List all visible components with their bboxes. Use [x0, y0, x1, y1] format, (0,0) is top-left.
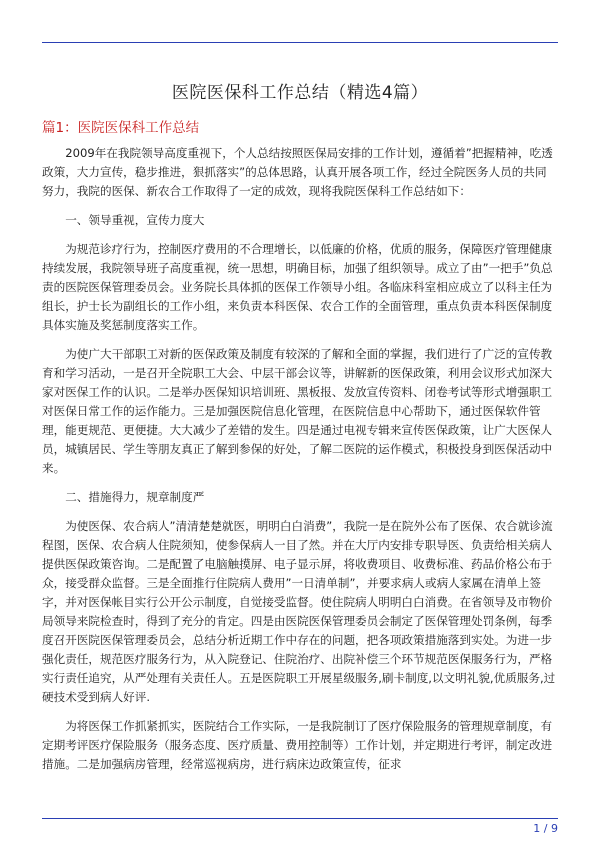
section-title: 篇1：医院医保科工作总结	[42, 120, 200, 136]
section-heading: 一、领导重视，宣传力度大	[65, 213, 205, 227]
page-number: 1 / 9	[533, 822, 558, 835]
body-paragraph: 为将医保工作抓紧抓实，医院结合工作实际，一是我院制订了医疗保险服务的管理规章制度，有定期考评医疗保险服务（服务态度、医疗质量、费用控制等）工作计划，并定期进行考评，制定改进措施。二是加强病房管理，经常巡视病房，进行病床边政策宣传，征求	[42, 719, 553, 771]
section-heading: 二、措施得力，规章制度严	[65, 490, 205, 504]
header-rule	[42, 42, 558, 43]
body-paragraph: 为规范诊疗行为，控制医疗费用的不合理增长，以低廉的价格，优质的服务，保障医疗管理健康持续发展，我院领导班子高度重视，统一思想，明确目标，加强了组织领导。成立了由”一把手”负总责的医院医保管理委员会。业务院长具体抓的医保工作领导小组。各临床科室相应成立了以科主任为组长，护士长为副组长的工作小组，来负责本科医保、农合工作的全面管理，重点负责本科医保制度具体实施及奖惩制度落实工作。	[42, 242, 553, 332]
body-paragraph: 2009年在我院领导高度重视下，个人总结按照医保局安排的工作计划，遵循着”把握精神，吃透政策，大力宣传，稳步推进，狠抓落实”的总体思路，认真开展各项工作，经过全院医务人员的共同努力，我院的医保、新农合工作取得了一定的成效，现将我院医保科工作总结如下：	[42, 146, 553, 198]
body-paragraph: 为使广大干部职工对新的医保政策及制度有较深的了解和全面的掌握，我们进行了广泛的宣传教育和学习活动，一是召开全院职工大会、中层干部会议等，讲解新的医保政策，利用会议形式加深大家对医保工作的认识。二是举办医保知识培训班、黑板报、发放宣传资料、闭卷考试等形式增强职工对医保日常工作的运作能力。三是加强医院信息化管理，在医院信息中心帮助下，通过医保软件管理，能更规范、更便捷。大大减少了差错的发生。四是通过电视专辑来宣传医保政策，让广大医保人员，城镇居民、学生等朋友真正了解到参保的好处，了解二医院的运作模式，积极投身到医保活动中来。	[42, 347, 553, 475]
document-body	[42, 144, 558, 784]
body-paragraph: 为使医保、农合病人”清清楚楚就医，明明白白消费”，我院一是在院外公布了医保、农合就诊流程图，医保、农合病人住院须知，使参保病人一目了然。并在大厅内安排专职导医、负责给相关病人提供医保政策咨询。二是配置了电脑触摸屏、电子显示屏，将收费项目、收费标准、药品价格公布于众，接受群众监督。三是全面推行住院病人费用”一日清单制”，并要求病人或病人家属在清单上签字，并对医保帐目实行公开公示制度，自觉接受监督。使住院病人明明白白消费。在省领导及市物价局领导来院检查时，得到了充分的肯定。四是由医院医保管理委员会制定了医保管理处罚条例，每季度召开医院医保管理委员会，总结分析近期工作中存在的问题，把各项政策措施落到实处。为进一步强化责任，规范医疗服务行为，从入院登记、住院治疗、出院补偿三个环节规范医保服务行为，严格实行责任追究，从严处理有关责任人。五是医院职工开展星级服务,刷卡制度,以文明礼貌,优质服务,过硬技术受到病人好评.	[42, 519, 556, 704]
footer-rule	[42, 818, 558, 819]
document-title: 医院医保科工作总结（精选4篇）	[171, 83, 429, 103]
